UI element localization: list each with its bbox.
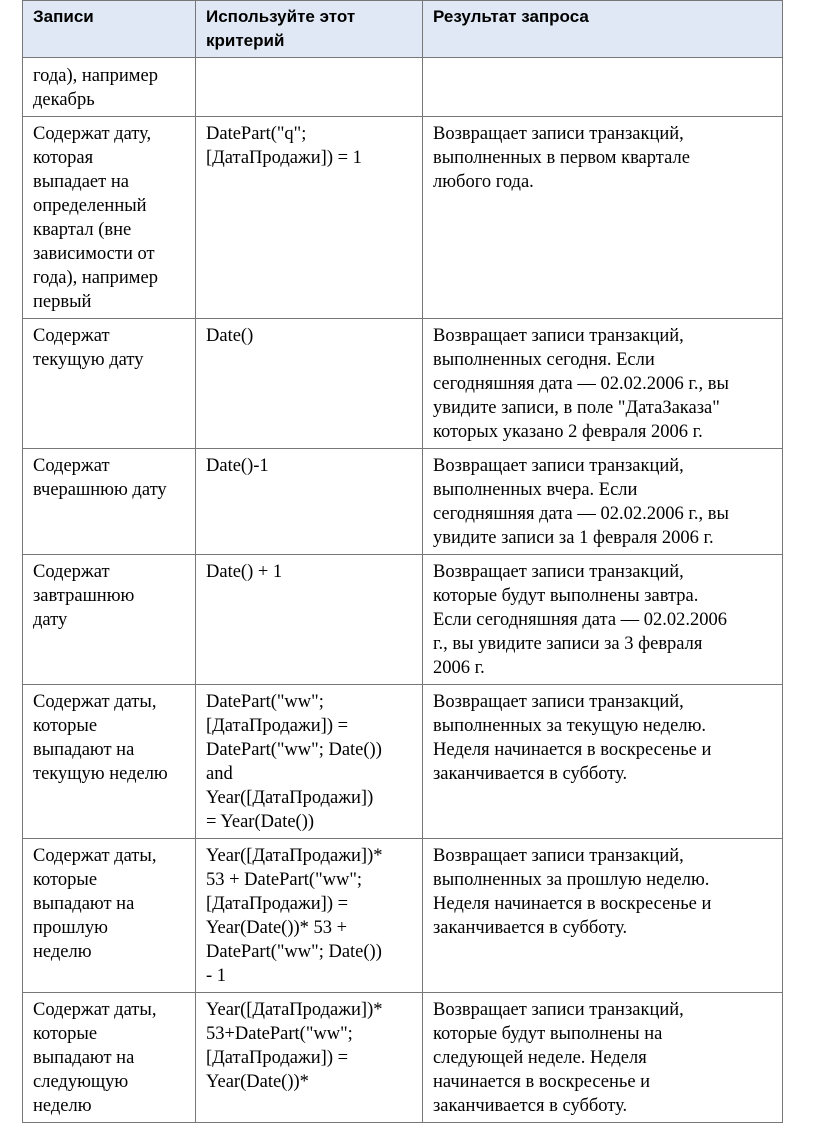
table-row [23,117,783,319]
records-cell: Содержат дату, которая выпадает на определенный квартал (вне зависимости от года), например первый [23,117,196,319]
records-cell: Содержат даты, которые выпадают на следующую неделю [23,993,196,1123]
table-row [23,993,783,1123]
records-cell: Содержат текущую дату [23,319,196,449]
records-cell: Содержат даты, которые выпадают на текущую неделю [23,685,196,839]
table-row [23,685,783,839]
table-row [23,839,783,993]
records-cell: Содержат даты, которые выпадают на прошлую неделю [23,839,196,993]
criterion-cell [196,58,423,117]
header-result: Результат запроса [423,1,783,58]
result-cell [423,58,783,117]
header-records: Записи [23,1,196,58]
records-cell: Содержат завтрашнюю дату [23,555,196,685]
result-cell: Возвращает записи транзакций, выполненных за текущую неделю. Неделя начинается в воскресенье и заканчивается в субботу. [423,685,783,839]
table-row [23,449,783,555]
criterion-cell: Year([ДатаПродажи])* 53+DatePart("ww"; [ДатаПродажи]) = Year(Date())* [196,993,423,1123]
criterion-cell: Year([ДатаПродажи])* 53 + DatePart("ww"; [ДатаПродажи]) = Year(Date())* 53 + DatePart("ww"; Date()) - 1 [196,839,423,993]
header-criterion: Используйте этот критерий [196,1,423,58]
records-cell: года), например декабрь [23,58,196,117]
result-cell: Возвращает записи транзакций, выполненных сегодня. Если сегодняшняя дата — 02.02.2006 г., вы увидите записи, в поле "ДатаЗаказа" которых указано 2 февраля 2006 г. [423,319,783,449]
header-row [23,1,783,58]
result-cell: Возвращает записи транзакций, выполненных за прошлую неделю. Неделя начинается в воскресенье и заканчивается в субботу. [423,839,783,993]
result-cell: Возвращает записи транзакций, которые будут выполнены завтра. Если сегодняшняя дата — 02.02.2006 г., вы увидите записи за 3 февраля 2006 г. [423,555,783,685]
criterion-cell: DatePart("q"; [ДатаПродажи]) = 1 [196,117,423,319]
result-cell: Возвращает записи транзакций, которые будут выполнены на следующей неделе. Неделя начинается в воскресенье и заканчивается в субботу. [423,993,783,1123]
table-row [23,555,783,685]
criterion-cell: DatePart("ww"; [ДатаПродажи]) = DatePart("ww"; Date()) and Year([ДатаПродажи]) = Year(Date()) [196,685,423,839]
criteria-table [22,0,783,1123]
criterion-cell: Date() + 1 [196,555,423,685]
result-cell: Возвращает записи транзакций, выполненных вчера. Если сегодняшняя дата — 02.02.2006 г., вы увидите записи за 1 февраля 2006 г. [423,449,783,555]
records-cell: Содержат вчерашнюю дату [23,449,196,555]
table-row [23,58,783,117]
criterion-cell: Date()-1 [196,449,423,555]
result-cell: Возвращает записи транзакций, выполненных в первом квартале любого года. [423,117,783,319]
criterion-cell: Date() [196,319,423,449]
table-row [23,319,783,449]
